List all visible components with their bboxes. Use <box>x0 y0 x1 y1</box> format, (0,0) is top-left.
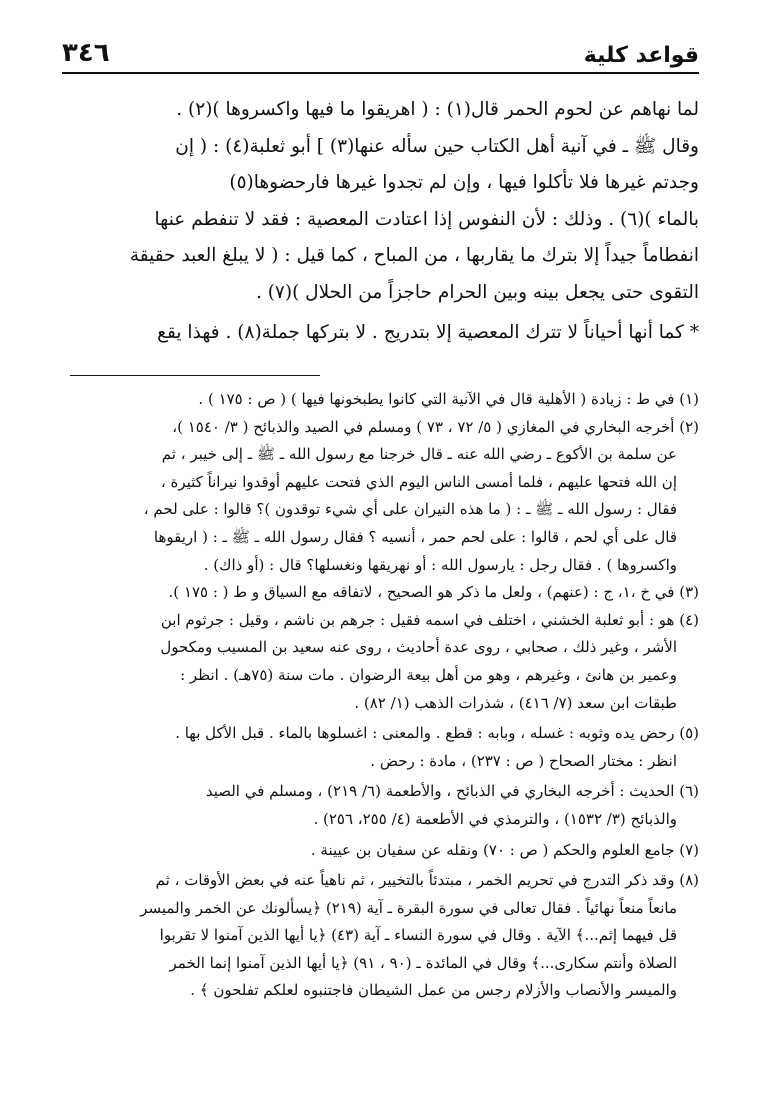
footnotes <box>62 386 699 1005</box>
footnote-line: إن الله فتحها عليهم ، فلما أمسى الناس اليوم الذي فتحت عليهم أوقدوا نيراناً كثيرة ، <box>160 472 677 491</box>
footnote-line: (٤) هو : أبو ثعلبة الخشني ، اختلف في اسمه فقيل : جرهم بن ناشم ، وقيل : جرثوم ابن <box>160 610 699 629</box>
footnote-line: (٥) رحض يده وثوبه : غسله ، وبابه : قطع . والمعنى : اغسلوها بالماء . قبل الأكل بها . <box>175 724 699 743</box>
main-text <box>62 92 699 352</box>
footnote-line: عن سلمة بن الأكوع ـ رضي الله عنه ـ قال خرجنا مع رسول الله ـ ﷺ ـ إلى خيبر ، ثم <box>161 445 677 464</box>
body-line: لما نهاهم عن لحوم الحمر قال(١) : ( اهريقوا ما فيها واكسروها )(٢) . <box>176 99 699 120</box>
footnote-line: وعمير بن هانئ ، وغيرهم ، وهو من أهل بيعة الرضوان . مات سنة (٧٥هـ) . انظر : <box>180 665 677 684</box>
body-line: التقوى حتى يجعل بينه وبين الحرام حاجزاً من الحلال )(٧) . <box>255 281 699 303</box>
footnote-line: (٣) في خ ،١، ج : (عنهم) ، ولعل ما ذكر هو الصحيح ، لاتفاقه مع السياق و ط ( : ١٧٥ ). <box>168 583 699 602</box>
body-line: وجدتم غيرها فلا تأكلوا فيها ، وإن لم تجدوا غيرها فارحضوها(٥) <box>229 172 699 193</box>
footnote-line: الأشر ، وغير ذلك ، صحابي ، روى عدة أحاديث ، روى عنه سعيد بن المسيب ومكحول <box>160 638 677 657</box>
running-title: قواعد كلية <box>583 43 699 68</box>
footnote-line: قال على أي لحم ، قالوا : على لحم حمر ، أنسيه ؟ فقال رسول الله ـ ﷺ ـ : ( اريقوها <box>153 527 677 546</box>
footnote-line: (٢) أخرجه البخاري في المغازي ( ٥/ ٧٢ ، ٧٣ ) ومسلم في الصيد والذبائح ( ٣/ ١٥٤٠ )، <box>172 417 699 436</box>
footnote-line: والميسر والأنصاب والأزلام رجس من عمل الشيطان فاجتنبوه لعلكم تفلحون ﴾ . <box>190 981 677 1000</box>
header-rule <box>62 72 699 74</box>
body-line: وقال ﷺ ـ في آنية أهل الكتاب حين سأله عنها(٣) ] أبو ثعلبة(٤) : ( إن <box>175 135 699 157</box>
footnote-line: قل فيهما إثم...﴾ الآية . وقال في سورة النساء ـ آية (٤٣) ﴿يا أيها الذين آمنوا لا تقربوا <box>159 926 677 945</box>
footnote-line: انظر : مختار الصحاح ( ص : ٢٣٧) ، مادة : رحض . <box>370 751 677 770</box>
footnote-line: (١) في ط : زيادة ( الأهلية قال في الآنية التي كانوا يطبخونها فيها ) ( ص : ١٧٥ ) . <box>198 390 699 408</box>
page-number: ٣٤٦ <box>62 38 110 68</box>
footnote-line: واكسروها ) . فقال رجل : يارسول الله : أو نهريقها ونغسلها؟ قال : (أو ذاك) . <box>203 555 677 574</box>
footnote-line: (٦) الحديث : أخرجه البخاري في الذبائح ، والأطعمة (٦/ ٢١٩) ، ومسلم في الصيد <box>205 782 699 801</box>
footnote-line: فقال : رسول الله ـ ﷺ ـ : ( ما هذه النيران على أي شيء توقدون )؟ قالوا : على لحم ، <box>143 500 677 519</box>
footnote-line: الصلاة وأنتم سكارى...﴾ وقال في المائدة ـ (٩٠ ، ٩١) ﴿يا أيها الذين آمنوا إنما الخمر <box>169 953 677 972</box>
footnote-line: طبقات ابن سعد (٧/ ٤١٦) ، شذرات الذهب (١/ ٨٢) . <box>354 693 677 712</box>
body-line: بالماء )(٦) . وذلك : لأن النفوس إذا اعتادت المعصية : فقد لا تنفطم عنها <box>154 208 699 230</box>
body-line: انفطاماً جيداً إلا بترك ما يقاربها ، من المباح ، كما قيل : ( لا يبلغ العبد حقيقة <box>129 245 699 266</box>
footnote-line: مانعاً منعاً نهائياً . فقال تعالى في سورة البقرة ـ آية (٢١٩) ﴿يسألونك عن الخمر والميسر <box>140 898 677 917</box>
footnote-line: (٧) جامع العلوم والحكم ( ص : ٧٠) ونقله عن سفيان بن عيينة . <box>310 840 699 859</box>
footnote-separator <box>70 375 320 376</box>
body-line: * كما أنها أحياناً لا تترك المعصية إلا بتدريج . لا بتركها جملة(٨) . فهذا يقع <box>157 322 699 343</box>
footnote-line: (٨) وقد ذكر التدرج في تحريم الخمر ، مبتدئاً بالتخيير ، ثم ناهياً عنه في بعض الأوقات ، ثم <box>155 871 699 890</box>
footnote-line: والذبائح (٣/ ١٥٣٢) ، والترمذي في الأطعمة (٤/ ٢٥٥، ٢٥٦) . <box>313 809 677 828</box>
page-header <box>62 30 699 68</box>
